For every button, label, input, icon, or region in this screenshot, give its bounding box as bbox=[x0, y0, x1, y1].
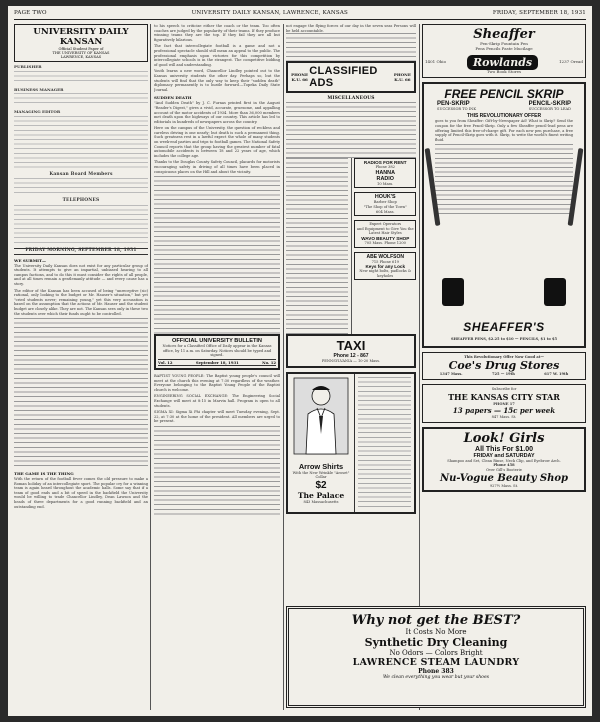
rowlands-address: 1401 Ohio bbox=[425, 59, 446, 65]
nu-vogue-ad bbox=[422, 427, 586, 492]
staff-lines bbox=[14, 93, 148, 107]
news-body: to his speech to criticize either the coach or the team. Too often coaches are judged by the popularity of their teams. If they produce winning teams they are the top. If they fail they are all but figuratively hilarious. The fact that intercollegiate football is a game and not a professional spectacle should still mean an appeal to the public. The professional emphasis upon victories for this competition by intercollegiate schools is in the strangest. The competitive bidding of good will and understanding. Youth learns a new word, Chancellor Lindley pointed out to the Kansas university students the other day. Perhaps so, but the students will find that the only way to keep their "sudden death" diplomacy permanently is to hustle forward.—Topeka Daily State Journal. bbox=[154, 24, 280, 92]
laundry-tagline: We clean everything you wear but your shoes bbox=[382, 675, 490, 680]
girls-services: Shampoo and Set, Clean Rinse, Neck Clip, and Eyebrow Arch. bbox=[447, 458, 561, 463]
sheaffer-items: Pen-Skrip Fountain Pen bbox=[480, 41, 528, 46]
news-body: "And Sudden Death" by J. C. Furnas printed first in the August "Reader's Digest," gives a vivid, accurate, gruesome, and appalling account of the motor accidents of 1934. More than 36,000 members met death upon the highways of our country. This article has led to editorials in hundreds of newspapers across the country. Here on the campus of the University, the question of reckless and careless driving is one nearly; but death is such a permanent thing. Such greatness rest in a lawful expect the whole of many students on week-end parties and trips to football games. The National Safety Council reports that the group having the greatest number of fatal automobile accidents is between 18 and 22 years of age, which includes the college age. Thanks to the Douglas County Safety Council, placards for motorists encouraging safety in driving of all times have been placed in conspicuous places on the Hill and about the vicinity. bbox=[154, 101, 280, 174]
taxi-ad bbox=[286, 334, 416, 368]
arrow-side-list bbox=[358, 377, 411, 509]
staff-lines bbox=[14, 116, 148, 170]
masthead-sub: LAWRENCE, KANSAS bbox=[60, 55, 102, 59]
masthead-sub: Official Student Paper of bbox=[58, 47, 104, 51]
bulletin-text-lines bbox=[154, 426, 280, 516]
classified-left bbox=[286, 158, 348, 334]
bulletin-notices: BAPTIST YOUNG PEOPLE: The Baptist young people's council will meet at the church this evening at 7:30 regardless of the weather. Everyone belonging to the Baptist Young People of the Baptist church is welcome. ENGINEERING SOCIAL EXCHANGE: The Engineering Social Exchange will meet at 8:15 in Marvin hall. Program is open to all students. SIGMA XI: Sigma Xi Phi chapter will meet Tuesday evening, Sept. 22, at 7:30 at the home of the president. All members are urged to be present. bbox=[154, 374, 280, 424]
girls-days: FRIDAY and SATURDAY bbox=[473, 452, 535, 459]
nu-vogue-name: Nu-Vogue Beauty Shop bbox=[439, 472, 569, 484]
offer-heading: THIS REVOLUTIONARY OFFER bbox=[466, 113, 542, 120]
rowlands-logo: Rowlands bbox=[467, 55, 538, 70]
arrow-price: $2 bbox=[315, 479, 327, 491]
houks-ad: HOUK'S Barber Shop "The Shop of the Town" 604 Mass. bbox=[354, 192, 416, 216]
official-bulletin bbox=[154, 334, 280, 370]
free-pencil-skrip-ad bbox=[422, 82, 586, 348]
sheaffers-tagline: SHEAFFER PENS, $2.25 to $10 — PENCILS, $1 to $5 bbox=[450, 337, 558, 342]
editorial-body: With the return of the football fever comes the old pressure to make a Roman holiday of an intercollegiate sport. The popular cry for a winning team is again heard throughout the academic halls. Some say that if a team of good ends and a bit of speed in the backfield the University would be willing to trade Chancellor Lindley, Dean Lawson and the heads of three departments for a good running backfield and an outstanding end. bbox=[14, 477, 148, 509]
girls-headline: Look! Girls bbox=[463, 430, 545, 446]
column-news bbox=[154, 24, 280, 710]
radios-ad: RADIOS FOR RENT Phone 382 HANNA RADIO 10 Mass. bbox=[354, 158, 416, 188]
laundry-ad bbox=[286, 606, 586, 708]
classified-section: MISCELLANEOUS bbox=[327, 96, 375, 102]
rowlands-sub: Two Book Stores bbox=[486, 69, 522, 75]
paper-title-line: UNIVERSITY DAILY KANSAN, LAWRENCE, KANSAS bbox=[191, 10, 349, 16]
arrow-shirts-ad bbox=[286, 372, 416, 514]
skrip-bottle-icon bbox=[544, 278, 566, 306]
column-rule bbox=[150, 24, 151, 710]
taxi-sub: PENNSYLVANIA — 10-20 Mass. bbox=[321, 359, 381, 364]
arrow-sub: With the New Wrinkle "Aroset" Collar bbox=[292, 470, 350, 480]
coes-addresses: 1347 Mass. 725 — 19th 617 W. 19th bbox=[439, 372, 569, 377]
girls-price: All This For $1.00 bbox=[475, 445, 533, 453]
coes-ad bbox=[422, 352, 586, 380]
staff-label: PUBLISHER bbox=[14, 64, 42, 69]
girls-location: Over Gill's Booterie bbox=[486, 467, 522, 472]
wavo-ad: Expert Operators and Equipment to Give You the Latest Hair Styles WAVO BEAUTY SHOP 705 Mass. Phone 1200 bbox=[354, 220, 416, 247]
coes-heading: This Revolutionary Offer Now Good at— bbox=[463, 354, 544, 359]
column-rule bbox=[283, 24, 284, 710]
sheaffer-items: Pens Pencils Paste Mucilage bbox=[475, 45, 533, 51]
masthead-sub: THE UNIVERSITY OF KANSAS bbox=[52, 51, 110, 55]
top-text-lines bbox=[286, 33, 416, 61]
taxi-phone: Phone 12 - 867 bbox=[333, 353, 369, 360]
classified-lines bbox=[286, 158, 348, 334]
newspaper-page bbox=[8, 6, 592, 716]
staff-lines bbox=[14, 205, 148, 245]
editorial-body: The University Daily Kansan does not exist for any particular group of students. It attempts to give an impartial, unbiased hearing to all campus factions, and to do this it must consider the rights of all people, and at all times remain a gentlemanly attitude — and every cause has a story. The editor of the Kansan has been accused of being "unreceptive (sic) rational, only looking to the budget or Mr. Hauser's situation," but yet "cried students never; remaining young," yet this very accusation is based on the assumption that the actions of Mr. Hauser and the student budget are closely alike. They are not. The Kansan sees only in these two the students over which their funds ought to be controlled. bbox=[14, 263, 148, 316]
classified-lines bbox=[286, 102, 416, 158]
staff-box bbox=[14, 65, 148, 255]
staff-label: BUSINESS MANAGER bbox=[14, 86, 64, 92]
classified-right bbox=[351, 158, 416, 334]
taxi-title: TAXI bbox=[336, 338, 366, 354]
column-editorial bbox=[14, 24, 148, 710]
folio-line bbox=[14, 10, 586, 20]
sheaffer-rowlands-ad bbox=[422, 24, 586, 78]
rowlands-address: 1237 Oread bbox=[559, 59, 583, 65]
classified-title: CLASSIFIED ADS bbox=[309, 65, 378, 90]
date-line: FRIDAY MORNING, SEPTEMBER 18, 1931 bbox=[14, 248, 148, 255]
classified-phone: PHONE K.U. 66 bbox=[291, 72, 309, 83]
laundry-sub: It Costs No More bbox=[405, 628, 467, 636]
editorial-text-lines bbox=[14, 318, 148, 468]
palace-name: The Palace bbox=[297, 490, 345, 500]
laundry-phone: Phone 383 bbox=[418, 668, 454, 675]
nu-vogue-address: 927½ Mass. St. bbox=[489, 483, 519, 488]
masthead bbox=[14, 24, 148, 62]
classified-header bbox=[286, 61, 416, 93]
laundry-name: LAWRENCE STEAM LAUNDRY bbox=[352, 657, 520, 668]
news-text-lines bbox=[154, 176, 280, 334]
classified-phone: PHONE K.U. 66 bbox=[393, 72, 411, 83]
classified-grid bbox=[286, 158, 416, 334]
arrow-figure-panel bbox=[288, 374, 355, 512]
bulletin-note: Notices for a Classified Office of Daily appear in the Kansas office, by 11 a.m. on Saturday. Notices should be typed and signed. bbox=[162, 344, 272, 358]
masthead-name: UNIVERSITY DAILY KANSAN bbox=[33, 27, 129, 47]
palace-address: 843 Massachusetts bbox=[303, 499, 339, 504]
laundry-headline: Why not get the BEST? bbox=[351, 613, 521, 628]
star-phone: PHONE 17 bbox=[493, 401, 515, 406]
kc-star-ad bbox=[422, 384, 586, 423]
laundry-service: Synthetic Dry Cleaning bbox=[364, 636, 508, 649]
staff-lines bbox=[14, 178, 148, 196]
offer-text-lines bbox=[435, 144, 573, 214]
star-sub: Subscribe for bbox=[491, 386, 517, 391]
rowlands-row bbox=[425, 55, 583, 70]
column-top-text: not engage the flying forces of our day in the seven seas Persons will be held accountable. bbox=[286, 24, 416, 33]
staff-lines bbox=[14, 71, 148, 85]
skrip-bottle-icon bbox=[442, 278, 464, 306]
page-number: PAGE TWO bbox=[14, 10, 47, 16]
star-name: THE KANSAS CITY STAR bbox=[448, 391, 560, 402]
arrow-title: Arrow Shirts bbox=[298, 461, 344, 471]
sheaffers-logo: SHEAFFER'S bbox=[463, 319, 545, 334]
bulletin-title: OFFICIAL UNIVERSITY BULLETIN bbox=[172, 338, 262, 345]
shirt-man-illustration bbox=[288, 374, 354, 458]
skrip-headline: FREE PENCIL SKRIP bbox=[444, 86, 564, 101]
issue-date: FRIDAY, SEPTEMBER 18, 1931 bbox=[492, 10, 586, 16]
girls-phone: Phone 458 bbox=[493, 463, 515, 468]
telephones-heading: TELEPHONES bbox=[62, 198, 100, 204]
news-head: SUDDEN DEATH bbox=[154, 95, 192, 101]
wolfson-ad: ABE WOLFSON 715 Phone 619 Keys for any Lock New night bolts, padlocks & keyholes bbox=[354, 252, 416, 281]
bulletin-dateline: Vol. 12 September 18, 1931 No. 12 bbox=[158, 360, 276, 365]
skrip-product-row: PEN-SKRIP PENCIL-SKRIP bbox=[437, 100, 571, 107]
star-price: 13 papers — 15c per week bbox=[452, 406, 556, 416]
star-address: 847 Mass. St. bbox=[491, 415, 517, 420]
staff-label: MANAGING EDITOR bbox=[14, 109, 61, 115]
board-heading: Kansan Board Members bbox=[49, 171, 113, 177]
coes-name: Coe's Drug Stores bbox=[448, 359, 560, 373]
skrip-sub-row: SUCCESSOR TO INK SUCCESSOR TO LEAD bbox=[437, 106, 571, 111]
sheaffer-brand: Sheaffer bbox=[473, 27, 535, 42]
editorial-head: WE SUBMIT— bbox=[14, 257, 46, 263]
editorial-head: THE GAME IS THE THING bbox=[14, 471, 74, 477]
laundry-service-sub: No Odors — Colors Bright bbox=[389, 649, 483, 657]
offer-body: goes to you from Sheaffer: Gift-by-Newspaper Ad! What is Skrip? Send the coupon for the free Pencil-Skrip. Only a few Sheaffer pencil-lead pens are offering limited this free-of-charge gift. For each new pen purchase, a free supply of Pencil-Skrip goes with it. Skrip, to write the world's finest writing fluid. bbox=[435, 119, 573, 142]
